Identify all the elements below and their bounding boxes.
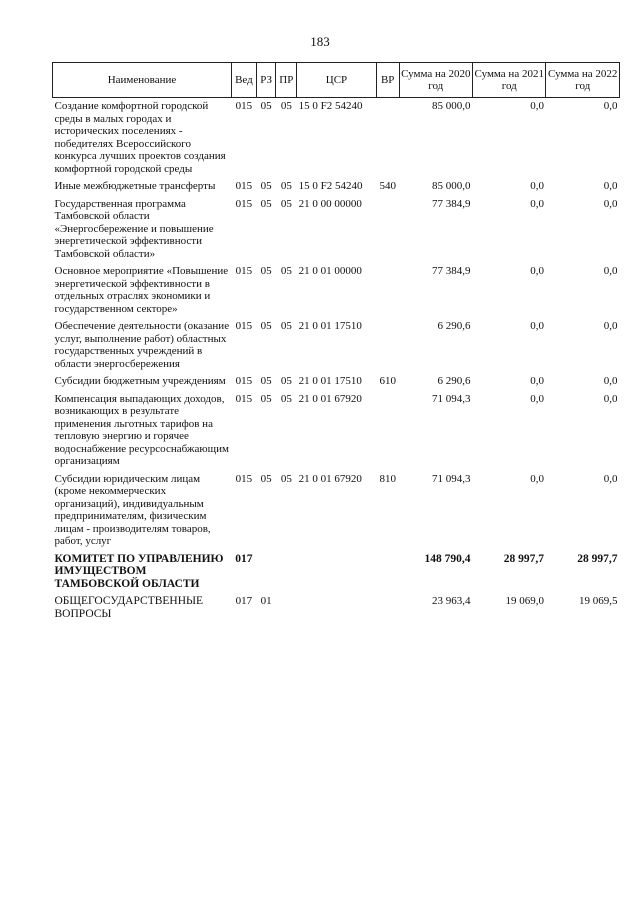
header-name: Наименование	[53, 63, 232, 98]
row-vr: 540	[379, 180, 396, 192]
row-name: ОБЩЕГОСУДАРСТВЕННЫЕ ВОПРОСЫ	[54, 595, 204, 620]
row-rz: 01	[260, 595, 272, 607]
row-pr	[276, 551, 297, 594]
row-csr: 15 0 F2 54240	[298, 100, 363, 112]
row-name: Компенсация выпадающих доходов, возникающих в результате применения льготных тарифов на тепловую энергию и горячее водоснабжение ресурсоснабжающим организациям	[54, 392, 229, 467]
row-sum-2022: 0,0	[603, 320, 618, 332]
table-row	[53, 98, 620, 179]
table-row	[53, 551, 620, 594]
row-name: Обеспечение деятельности (оказание услуг, выполнение работ) областных государственных учреждений в области энергосбережения	[54, 320, 230, 370]
row-sum-2021: 0,0	[530, 320, 544, 332]
table-row	[53, 471, 620, 551]
row-vr: 610	[379, 375, 396, 387]
table-row	[53, 391, 620, 471]
row-vr	[376, 551, 399, 594]
row-csr: 21 0 00 00000	[298, 197, 362, 210]
row-name: Субсидии юридическим лицам (кроме некоммерческих организаций), индивидуальным предпринимателям, физическим лицам - производителям товаров, работ, услуг	[54, 472, 211, 547]
row-name: Создание комфортной городской среды в малых городах и исторических поселениях - победителях Всероссийского конкурса лучших проектов создания комфортной городской среды	[54, 100, 226, 175]
row-sum-2020: 77 384,9	[432, 265, 471, 277]
table-row	[53, 196, 620, 264]
row-pr: 05	[280, 180, 292, 192]
row-rz: 05	[260, 375, 272, 387]
row-vr	[376, 593, 399, 623]
header-ved: Вед	[231, 63, 256, 98]
row-csr: 15 0 F2 54240	[298, 180, 363, 192]
row-vr	[376, 196, 399, 264]
row-pr: 05	[280, 375, 292, 387]
row-sum-2021: 0,0	[530, 375, 544, 387]
header-rz: РЗ	[256, 63, 276, 98]
row-csr: 21 0 01 67920	[298, 392, 362, 405]
row-sum-2020: 71 094,3	[432, 392, 471, 405]
row-ved: 015	[235, 265, 253, 277]
page-number: 183	[310, 34, 330, 49]
row-sum-2020: 85 000,0	[432, 100, 471, 112]
row-pr: 05	[280, 472, 292, 485]
row-sum-2021: 0,0	[530, 180, 544, 192]
row-rz: 05	[260, 180, 272, 192]
row-name: КОМИТЕТ ПО УПРАВЛЕНИЮ ИМУЩЕСТВОМ ТАМБОВСКОЙ ОБЛАСТИ	[54, 552, 224, 590]
row-rz: 05	[260, 197, 272, 210]
row-csr: 21 0 01 67920	[298, 472, 362, 485]
row-sum-2021: 0,0	[530, 472, 544, 485]
row-rz: 05	[260, 265, 272, 277]
row-ved: 015	[235, 197, 253, 210]
header-pr: ПР	[276, 63, 297, 98]
row-sum-2022: 28 997,7	[577, 552, 618, 565]
header-sum-2022: Сумма на 2022 год	[546, 63, 620, 98]
row-vr: 810	[379, 472, 396, 485]
table-row	[53, 178, 620, 196]
row-ved: 015	[235, 180, 253, 192]
table-row	[53, 318, 620, 373]
row-rz: 05	[260, 472, 272, 485]
header-sum-2021: Сумма на 2021 год	[473, 63, 546, 98]
row-rz	[256, 551, 276, 594]
row-pr: 05	[280, 320, 292, 332]
row-ved: 017	[235, 552, 253, 565]
header-vr: ВР	[376, 63, 399, 98]
row-sum-2020: 85 000,0	[432, 180, 471, 192]
row-sum-2020: 71 094,3	[432, 472, 471, 485]
row-csr	[297, 593, 377, 623]
row-pr	[276, 593, 297, 623]
table-row	[53, 373, 620, 391]
row-sum-2021: 0,0	[530, 197, 544, 210]
row-name: Субсидии бюджетным учреждениям	[54, 375, 226, 387]
row-sum-2020: 148 790,4	[424, 552, 471, 565]
table-row	[53, 263, 620, 318]
row-rz: 05	[260, 100, 272, 112]
row-csr: 21 0 01 00000	[298, 265, 362, 277]
row-vr	[376, 98, 399, 179]
row-name: Государственная программа Тамбовской области «Энергосбережение и повышение энергетической эффективности Тамбовской области»	[54, 197, 214, 260]
row-sum-2021: 0,0	[530, 392, 544, 405]
row-sum-2022: 0,0	[603, 472, 618, 485]
row-sum-2022: 0,0	[603, 392, 618, 405]
row-sum-2022: 0,0	[603, 265, 618, 277]
row-sum-2020: 6 290,6	[437, 375, 471, 387]
row-sum-2020: 23 963,4	[432, 595, 471, 607]
row-ved: 015	[235, 100, 253, 112]
row-ved: 015	[235, 392, 253, 405]
row-name: Основное мероприятие «Повышение энергетической эффективности в отдельных отраслях экономики и государственном секторе»	[54, 265, 229, 315]
row-sum-2021: 0,0	[530, 265, 544, 277]
row-pr: 05	[280, 100, 292, 112]
row-csr: 21 0 01 17510	[298, 320, 362, 332]
row-sum-2020: 6 290,6	[437, 320, 471, 332]
row-csr: 21 0 01 17510	[298, 375, 362, 387]
row-ved: 015	[235, 472, 253, 485]
row-sum-2021: 0,0	[530, 100, 544, 112]
row-vr	[376, 318, 399, 373]
row-sum-2021: 19 069,0	[505, 595, 544, 607]
row-pr: 05	[280, 197, 292, 210]
row-ved: 015	[235, 375, 253, 387]
row-vr	[376, 263, 399, 318]
row-ved: 017	[235, 595, 253, 607]
row-pr: 05	[280, 392, 292, 405]
row-pr: 05	[280, 265, 292, 277]
row-sum-2022: 19 069,5	[579, 595, 618, 607]
row-sum-2022: 0,0	[603, 100, 618, 112]
row-name: Иные межбюджетные трансферты	[54, 180, 216, 192]
row-ved: 015	[235, 320, 253, 332]
header-csr: ЦСР	[297, 63, 377, 98]
row-sum-2021: 28 997,7	[503, 552, 544, 565]
row-sum-2022: 0,0	[603, 375, 618, 387]
row-vr	[376, 391, 399, 471]
row-sum-2022: 0,0	[603, 197, 618, 210]
row-rz: 05	[260, 320, 272, 332]
row-sum-2022: 0,0	[603, 180, 618, 192]
header-sum-2020: Сумма на 2020 год	[399, 63, 472, 98]
budget-table	[52, 62, 620, 623]
row-csr	[297, 551, 377, 594]
table-row	[53, 593, 620, 623]
table-header-row	[53, 63, 620, 98]
row-rz: 05	[260, 392, 272, 405]
row-sum-2020: 77 384,9	[432, 197, 471, 210]
